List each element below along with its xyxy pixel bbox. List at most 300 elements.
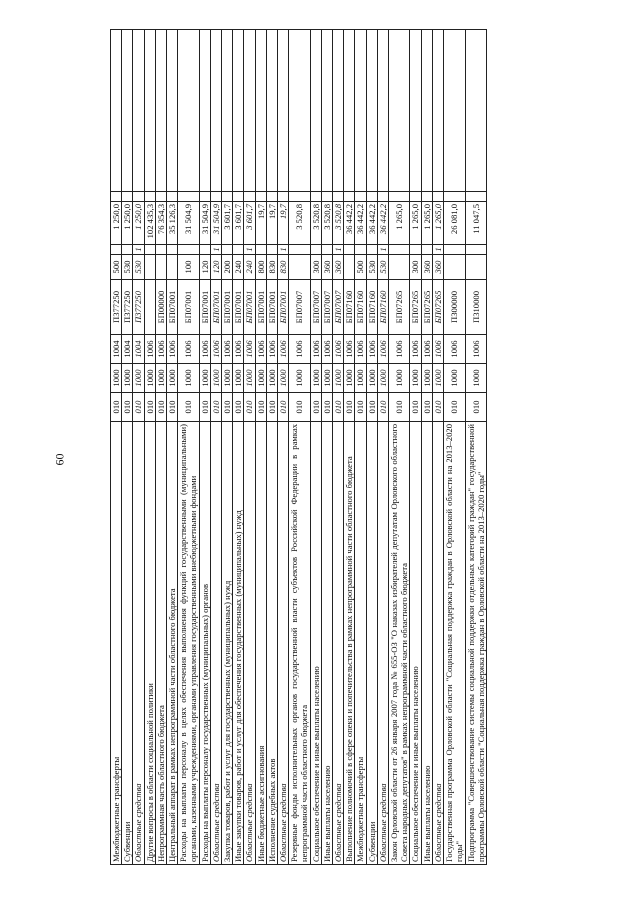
ministry-code: 010 [133,393,144,422]
amount: 36 442,2 [355,202,366,245]
table-row [278,30,289,865]
section-code: 1000 [233,364,244,393]
expense-type-code: 500 [355,255,366,280]
extra-marker [410,192,421,202]
amount-right [321,30,332,192]
funding-source-code [155,245,166,255]
section-code: 1000 [377,364,388,393]
ministry-code: 010 [278,393,289,422]
table-row [421,30,432,865]
target-article-code: БП07265 [389,280,410,335]
extra-marker [321,192,332,202]
table-row [155,30,166,865]
subsection-code: 1006 [444,335,465,364]
section-code: 1000 [333,364,344,393]
expense-type-code: 120 [210,255,221,280]
amount: 35 126,3 [167,202,178,245]
ministry-code: 010 [255,393,266,422]
funding-source-code [344,245,355,255]
target-article-code: П377250 [133,280,144,335]
target-article-code: БП07001 [210,280,221,335]
ministry-code: 010 [344,393,355,422]
section-code: 1000 [144,364,155,393]
budget-table [110,29,487,865]
section-code: 1000 [389,364,410,393]
row-description: Государственная программа Орловской области "Социальная поддержка граждан в Орловской области на 2013–2020 годы" [444,422,465,865]
amount: 31 504,9 [199,202,210,245]
extra-marker [333,192,344,202]
section-code: 1000 [444,364,465,393]
amount-right [255,30,266,192]
amount: 1 250,0 [111,202,122,245]
ministry-code: 010 [199,393,210,422]
subsection-code: 1004 [111,335,122,364]
row-description: Межбюджетные трансферты [111,422,122,865]
amount: 31 504,9 [178,202,199,245]
section-code: 1000 [133,364,144,393]
funding-source-code [465,245,486,255]
expense-type-code: 200 [222,255,233,280]
subsection-code: 1006 [321,335,332,364]
ministry-code: 010 [155,393,166,422]
funding-source-code [266,245,277,255]
amount-right [333,30,344,192]
target-article-code: БП07160 [355,280,366,335]
amount-right [155,30,166,192]
section-code: 1000 [432,364,443,393]
target-article-code: БП07001 [178,280,199,335]
ministry-code: 010 [222,393,233,422]
subsection-code: 1006 [310,335,321,364]
subsection-code: 1006 [233,335,244,364]
target-article-code: БП07001 [278,280,289,335]
row-description: Иные закупки товаров, работ и услуг для обеспечения государственных (муниципальных) нужд [233,422,244,865]
subsection-code: 1006 [389,335,410,364]
expense-type-code: 300 [310,255,321,280]
ministry-code: 010 [144,393,155,422]
expense-type-code: 360 [321,255,332,280]
section-code: 1000 [465,364,486,393]
expense-type-code: 530 [366,255,377,280]
section-code: 1000 [255,364,266,393]
section-code: 1000 [210,364,221,393]
table-row [344,30,355,865]
extra-marker [444,192,465,202]
table-row [133,30,144,865]
amount: 1 265,0 [389,202,410,245]
subsection-code: 1004 [122,335,133,364]
expense-type-code: 530 [133,255,144,280]
amount: 19,7 [255,202,266,245]
amount-right [432,30,443,192]
expense-type-code: 530 [377,255,388,280]
target-article-code: БП07265 [410,280,421,335]
table-row [465,30,486,865]
subsection-code: 1006 [465,335,486,364]
extra-marker [266,192,277,202]
extra-marker [389,192,410,202]
expense-type-code [389,255,410,280]
expense-type-code: 240 [244,255,255,280]
amount: 3 601,7 [233,202,244,245]
amount-right [266,30,277,192]
amount-right [377,30,388,192]
funding-source-code [199,245,210,255]
amount-right [278,30,289,192]
table-row [222,30,233,865]
table-row [310,30,321,865]
table-row [199,30,210,865]
target-article-code: БП07007 [289,280,310,335]
target-article-code: БП07007 [310,280,321,335]
section-code: 1000 [167,364,178,393]
table-row [255,30,266,865]
funding-source-code: 1 [333,245,344,255]
row-description: Областные средства [432,422,443,865]
expense-type-code: 830 [278,255,289,280]
ministry-code: 010 [465,393,486,422]
target-article-code: БП07160 [377,280,388,335]
target-article-code: БП07001 [199,280,210,335]
amount-right [389,30,410,192]
amount: 3 520,8 [310,202,321,245]
extra-marker [122,192,133,202]
amount-right [355,30,366,192]
target-article-code: БП07007 [321,280,332,335]
section-code: 1000 [289,364,310,393]
amount-right [289,30,310,192]
amount-right [178,30,199,192]
expense-type-code [167,255,178,280]
extra-marker [255,192,266,202]
amount-right [244,30,255,192]
table-row [244,30,255,865]
row-description: Другие вопросы в области социальной политики [144,422,155,865]
extra-marker [167,192,178,202]
funding-source-code [122,245,133,255]
amount: 31 504,9 [210,202,221,245]
expense-type-code: 530 [122,255,133,280]
row-description: Областные средства [133,422,144,865]
amount: 3 520,8 [321,202,332,245]
row-description: Социальное обеспечение и иные выплаты населению [310,422,321,865]
row-description: Иные выплаты населению [321,422,332,865]
ministry-code: 010 [432,393,443,422]
subsection-code: 1006 [244,335,255,364]
ministry-code: 010 [310,393,321,422]
row-description: Социальное обеспечение и иные выплаты населению [410,422,421,865]
amount: 1 265,0 [421,202,432,245]
subsection-code: 1006 [410,335,421,364]
amount-right [111,30,122,192]
target-article-code: БП00000 [155,280,166,335]
page-number: 60 [52,453,67,466]
extra-marker [178,192,199,202]
amount-right [199,30,210,192]
funding-source-code: 1 [210,245,221,255]
ministry-code: 010 [233,393,244,422]
subsection-code: 1006 [432,335,443,364]
table-row [210,30,221,865]
amount: 26 081,0 [444,202,465,245]
expense-type-code: 300 [410,255,421,280]
funding-source-code [233,245,244,255]
amount-right [465,30,486,192]
ministry-code: 010 [444,393,465,422]
ministry-code: 010 [289,393,310,422]
table-row [333,30,344,865]
extra-marker [210,192,221,202]
target-article-code: БП07001 [244,280,255,335]
row-description: Выполнение полномочий в сфере опеки и попечительства в рамках непрограммной части областного бюджета [344,422,355,865]
funding-source-code [444,245,465,255]
amount: 3 520,8 [333,202,344,245]
expense-type-code [344,255,355,280]
table-row [144,30,155,865]
row-description: Закупка товаров, работ и услуг для государственных (муниципальных) нужд [222,422,233,865]
extra-marker [199,192,210,202]
expense-type-code: 360 [333,255,344,280]
target-article-code: П300000 [444,280,465,335]
extra-marker [421,192,432,202]
target-article-code: П310000 [465,280,486,335]
target-article-code: БП07160 [366,280,377,335]
funding-source-code [178,245,199,255]
expense-type-code: 100 [178,255,199,280]
row-description: Областные средства [377,422,388,865]
amount-right [222,30,233,192]
ministry-code: 010 [167,393,178,422]
row-description: Центральный аппарат в рамках непрограммной части областного бюджета [167,422,178,865]
ministry-code: 010 [266,393,277,422]
row-description: Исполнение судебных актов [266,422,277,865]
row-description: Областные средства [244,422,255,865]
amount-right [344,30,355,192]
amount-right [366,30,377,192]
target-article-code: П377250 [111,280,122,335]
amount-right [210,30,221,192]
table-row [266,30,277,865]
ministry-code: 010 [366,393,377,422]
section-code: 1000 [178,364,199,393]
extra-marker [133,192,144,202]
subsection-code: 1006 [377,335,388,364]
subsection-code: 1006 [421,335,432,364]
section-code: 1000 [278,364,289,393]
extra-marker [155,192,166,202]
amount-right [233,30,244,192]
funding-source-code [355,245,366,255]
section-code: 1000 [321,364,332,393]
subsection-code: 1006 [333,335,344,364]
amount: 36 442,2 [344,202,355,245]
amount: 1 265,0 [432,202,443,245]
subsection-code: 1006 [366,335,377,364]
extra-marker [244,192,255,202]
amount: 19,7 [266,202,277,245]
target-article-code: БП07265 [421,280,432,335]
ministry-code: 010 [111,393,122,422]
target-article-code: БП07160 [344,280,355,335]
amount: 19,7 [278,202,289,245]
row-description: Закон Орловской области от 26 января 2007 года № 655-ОЗ "О наказах избирателей депутатам Орловского областного Совета народных депутатов" в рамках непрограммной части областного бюджета [389,422,410,865]
funding-source-code [321,245,332,255]
extra-marker [366,192,377,202]
row-description: Подпрограмма "Совершенствование системы социальной поддержки отдельных категорий граждан" государственной программы Орловской области "Социальная поддержка граждан в Орловской области на 2013–2020 годы" [465,422,486,865]
subsection-code: 1006 [178,335,199,364]
subsection-code: 1006 [210,335,221,364]
row-description: Непрограммная часть областного бюджета [155,422,166,865]
section-code: 1000 [266,364,277,393]
row-description: Субвенции [366,422,377,865]
table-row [377,30,388,865]
amount-right [133,30,144,192]
funding-source-code: 1 [244,245,255,255]
target-article-code: БП07001 [222,280,233,335]
expense-type-code: 240 [233,255,244,280]
section-code: 1000 [155,364,166,393]
subsection-code: 1006 [255,335,266,364]
funding-source-code: 1 [133,245,144,255]
subsection-code: 1004 [133,335,144,364]
amount-right [421,30,432,192]
ministry-code: 010 [389,393,410,422]
row-description: Межбюджетные трансферты [355,422,366,865]
funding-source-code: 1 [377,245,388,255]
table-row [289,30,310,865]
amount-right [410,30,421,192]
funding-source-code [366,245,377,255]
expense-type-code [289,255,310,280]
funding-source-code: 1 [278,245,289,255]
extra-marker [233,192,244,202]
amount: 102 435,3 [144,202,155,245]
row-description: Областные средства [278,422,289,865]
extra-marker [310,192,321,202]
ministry-code: 010 [244,393,255,422]
subsection-code: 1006 [278,335,289,364]
subsection-code: 1006 [144,335,155,364]
amount-right [144,30,155,192]
table-row [366,30,377,865]
expense-type-code: 120 [199,255,210,280]
budget-table-container [110,30,610,865]
amount-right [122,30,133,192]
table-row [321,30,332,865]
section-code: 1000 [111,364,122,393]
budget-table-body [111,30,487,865]
expense-type-code: 830 [266,255,277,280]
expense-type-code [144,255,155,280]
subsection-code: 1006 [155,335,166,364]
extra-marker [144,192,155,202]
extra-marker [111,192,122,202]
ministry-code: 010 [377,393,388,422]
extra-marker [355,192,366,202]
ministry-code: 010 [410,393,421,422]
extra-marker [432,192,443,202]
row-description: Расходы на выплаты персоналу государственных (муниципальных) органов [199,422,210,865]
amount: 1 265,0 [410,202,421,245]
subsection-code: 1006 [222,335,233,364]
section-code: 1000 [421,364,432,393]
target-article-code: БП07007 [333,280,344,335]
target-article-code: БП07001 [255,280,266,335]
extra-marker [278,192,289,202]
extra-marker [344,192,355,202]
funding-source-code [167,245,178,255]
section-code: 1000 [310,364,321,393]
target-article-code: П377250 [122,280,133,335]
subsection-code: 1006 [344,335,355,364]
section-code: 1000 [344,364,355,393]
funding-source-code [222,245,233,255]
ministry-code: 010 [321,393,332,422]
amount: 76 354,3 [155,202,166,245]
ministry-code: 010 [210,393,221,422]
funding-source-code [310,245,321,255]
amount: 11 047,5 [465,202,486,245]
section-code: 1000 [199,364,210,393]
target-article-code: БП07265 [432,280,443,335]
target-article-code: БП07001 [266,280,277,335]
amount: 3 520,8 [289,202,310,245]
subsection-code: 1006 [199,335,210,364]
table-row [355,30,366,865]
amount-right [310,30,321,192]
subsection-code: 1006 [289,335,310,364]
table-row [389,30,410,865]
ministry-code: 010 [355,393,366,422]
funding-source-code [421,245,432,255]
section-code: 1000 [244,364,255,393]
table-row [167,30,178,865]
extra-marker [465,192,486,202]
funding-source-code [144,245,155,255]
expense-type-code: 360 [421,255,432,280]
amount: 36 442,2 [366,202,377,245]
extra-marker [289,192,310,202]
funding-source-code [389,245,410,255]
table-row [122,30,133,865]
amount: 3 601,7 [244,202,255,245]
subsection-code: 1006 [355,335,366,364]
funding-source-code [255,245,266,255]
expense-type-code [465,255,486,280]
target-article-code: БП07001 [167,280,178,335]
funding-source-code [289,245,310,255]
amount: 36 442,2 [377,202,388,245]
target-article-code: БП07001 [233,280,244,335]
table-row [111,30,122,865]
row-description: Расходы на выплаты персоналу в целях обеспечения выполнения функций государственными (муниципальными) органами, казенными учреждениями, органами управления государственными внебюджетными фондами [178,422,199,865]
table-row [233,30,244,865]
subsection-code: 1006 [167,335,178,364]
subsection-code: 1006 [266,335,277,364]
expense-type-code: 800 [255,255,266,280]
section-code: 1000 [222,364,233,393]
amount-right [444,30,465,192]
section-code: 1000 [410,364,421,393]
expense-type-code: 500 [111,255,122,280]
funding-source-code [111,245,122,255]
ministry-code: 010 [122,393,133,422]
expense-type-code: 360 [432,255,443,280]
funding-source-code [410,245,421,255]
extra-marker [222,192,233,202]
section-code: 1000 [366,364,377,393]
row-description: Иные бюджетные ассигнования [255,422,266,865]
